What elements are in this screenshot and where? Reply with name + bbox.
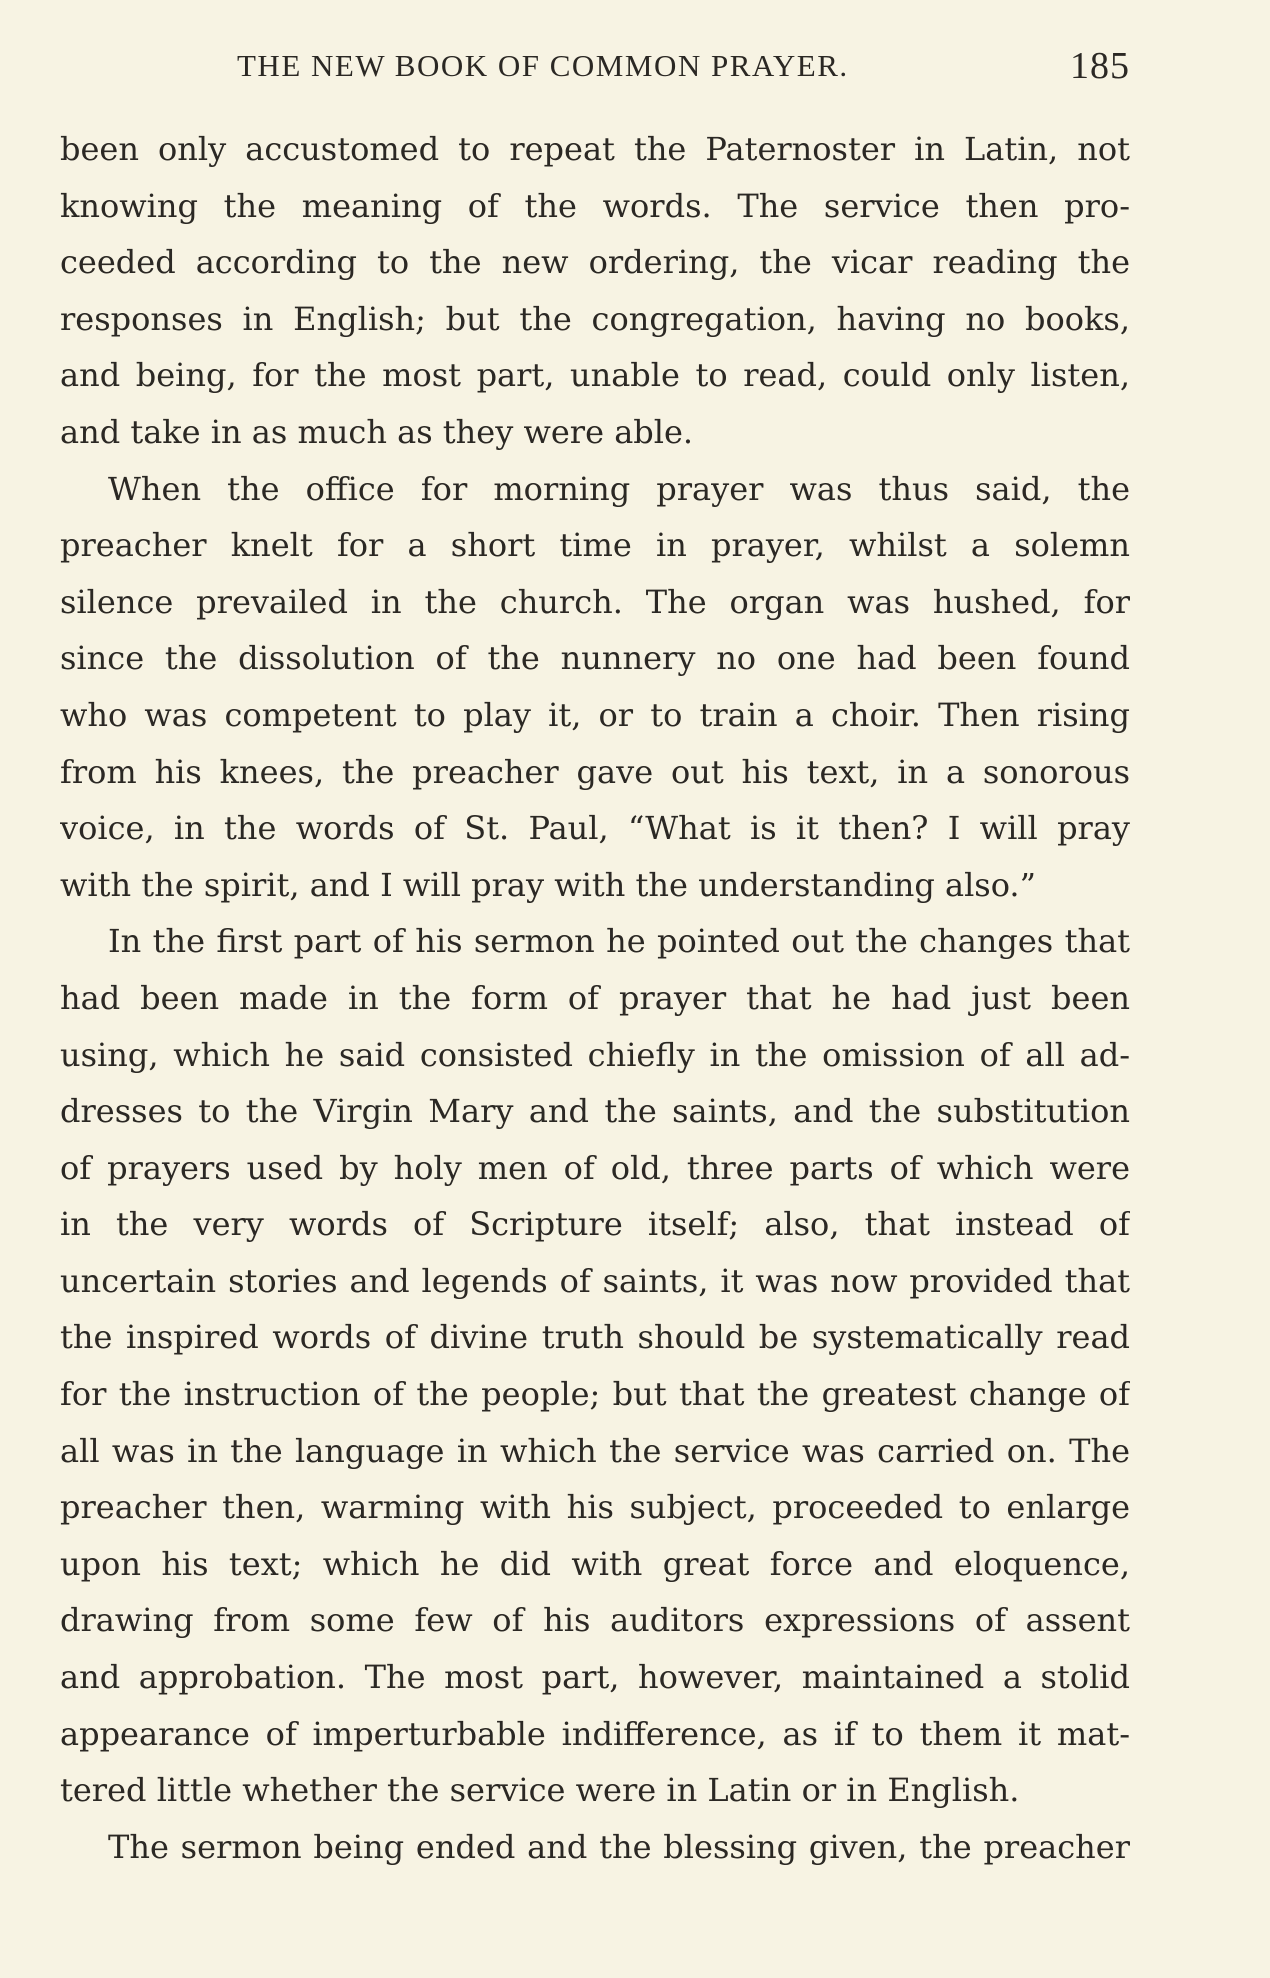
text-line: dresses to the Virgin Mary and the saints, and the substitution [60, 1092, 1130, 1131]
text-line: drawing from some few of his auditors expressions of assent [60, 1601, 1130, 1640]
text-line: ceeded according to the new ordering, the vicar reading the [60, 243, 1130, 282]
text-line: from his knees, the preacher gave out his text, in a sonorous [60, 752, 1130, 791]
text-line: preacher knelt for a short time in prayer, whilst a solemn [60, 526, 1130, 565]
text-line: and take in as much as they were able. [60, 412, 694, 451]
text-line: voice, in the words of St. Paul, “What is it then? I will pray [60, 809, 1130, 848]
text-line: knowing the meaning of the words. The service then pro- [60, 186, 1130, 225]
text-line: using, which he said consisted chiefly in the omission of all ad- [60, 1035, 1130, 1074]
text-line: appearance of imperturbable indifference, as if to them it mat- [60, 1714, 1130, 1753]
running-title: THE NEW BOOK OF COMMON PRAYER. [237, 48, 849, 83]
text-line: who was competent to play it, or to train a choir. Then rising [60, 695, 1130, 734]
running-head [60, 44, 1130, 92]
text-line: the inspired words of divine truth should be systematically read [60, 1318, 1130, 1357]
paragraph [60, 1819, 1130, 1876]
body-text [60, 121, 1130, 1875]
page-number: 185 [1070, 45, 1130, 87]
text-line: The sermon being ended and the blessing given, the preacher [108, 1827, 1130, 1866]
text-line: of prayers used by holy men of old, three parts of which were [60, 1148, 1130, 1187]
text-line: upon his text; which he did with great force and eloquence, [60, 1544, 1130, 1583]
text-line: been only accustomed to repeat the Paternoster in Latin, not [60, 130, 1130, 168]
text-line: and approbation. The most part, however, maintained a stolid [60, 1658, 1130, 1697]
text-line: uncertain stories and legends of saints, it was now provided that [60, 1261, 1130, 1300]
text-line: In the first part of his sermon he pointed out the changes that [108, 922, 1130, 961]
paragraph [60, 121, 1130, 461]
paragraph [60, 913, 1130, 1819]
text-line: since the dissolution of the nunnery no one had been found [60, 639, 1130, 678]
paragraph [60, 461, 1130, 914]
text-line: silence prevailed in the church. The organ was hushed, for [60, 582, 1130, 621]
text-line: and being, for the most part, unable to read, could only listen, [60, 356, 1130, 395]
text-line: all was in the language in which the service was carried on. The [60, 1431, 1130, 1470]
text-line: had been made in the form of prayer that he had just been [60, 978, 1130, 1017]
text-line: When the office for morning prayer was thus said, the [108, 469, 1130, 508]
text-line: for the instruction of the people; but that the greatest change of [60, 1375, 1130, 1414]
text-line: tered little whether the service were in Latin or in English. [60, 1771, 1020, 1810]
text-line: in the very words of Scripture itself; also, that instead of [60, 1205, 1130, 1244]
text-line: with the spirit, and I will pray with the understanding also.” [60, 865, 1036, 904]
text-line: responses in English; but the congregation, having no books, [60, 299, 1130, 338]
text-line: preacher then, warming with his subject, proceeded to enlarge [60, 1488, 1130, 1527]
